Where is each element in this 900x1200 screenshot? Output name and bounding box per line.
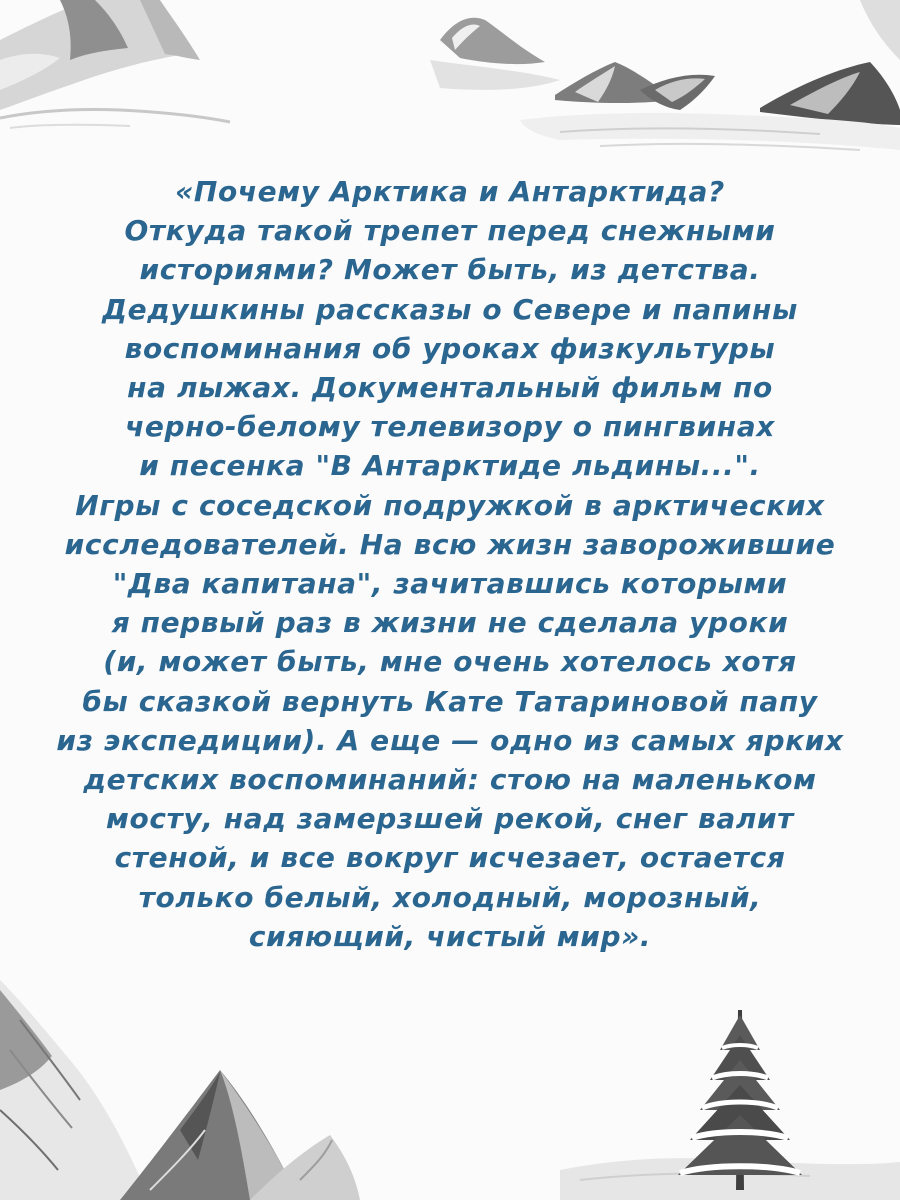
snowy-mountains-illustration bbox=[0, 960, 360, 1200]
quote-line: на лыжах. Документальный фильм по bbox=[127, 371, 773, 405]
quote-line: Откуда такой трепет перед снежными bbox=[124, 214, 776, 248]
quote-line: детских воспоминаний: стою на маленьком bbox=[83, 763, 817, 797]
quote-line: черно-белому телевизору о пингвинах bbox=[125, 410, 775, 444]
quote-line: стеной, и все вокруг исчезает, остается bbox=[114, 841, 786, 875]
quote-block bbox=[40, 172, 860, 956]
quote-line: из экспедиции). А еще — одно из самых ярких bbox=[56, 723, 844, 757]
quote-line: историями? Может быть, из детства. bbox=[139, 253, 761, 287]
quote-line: сияющий, чистый мир». bbox=[248, 919, 652, 953]
quote-line: (и, может быть, мне очень хотелось хотя bbox=[103, 645, 797, 679]
hill-top-left bbox=[0, 0, 230, 128]
quote-line: "Два капитана", зачитавшись которыми bbox=[112, 567, 788, 601]
quote-line: только белый, холодный, морозный, bbox=[138, 880, 762, 914]
quote-line: я первый раз в жизни не сделала уроки bbox=[111, 606, 789, 640]
quote-line: Игры с соседской подружкой в арктических bbox=[75, 488, 825, 522]
quote-line: «Почему Арктика и Антарктида? bbox=[175, 175, 725, 208]
snowy-fir-tree-illustration bbox=[560, 990, 900, 1200]
quote-line: Дедушкины рассказы о Севере и папины bbox=[102, 292, 798, 326]
snowy-hills-top-illustration bbox=[0, 0, 900, 170]
mountain-center bbox=[120, 1070, 300, 1200]
quote-line: мосту, над замерзшей рекой, снег валит bbox=[106, 802, 794, 836]
mountain-right bbox=[250, 1135, 360, 1200]
fir-tree bbox=[678, 1010, 802, 1190]
quote-line: и песенка "В Антарктиде льдины...". bbox=[139, 449, 761, 483]
quote-line: воспоминания об уроках физкультуры bbox=[124, 331, 776, 365]
mountain-left bbox=[0, 980, 150, 1200]
quote-line: исследователей. На всю жизн заворожившие bbox=[64, 527, 836, 561]
quote-line: бы сказкой вернуть Кате Татариновой папу bbox=[82, 684, 818, 718]
hill-top-right bbox=[430, 0, 900, 150]
snow-ground bbox=[560, 1158, 900, 1200]
